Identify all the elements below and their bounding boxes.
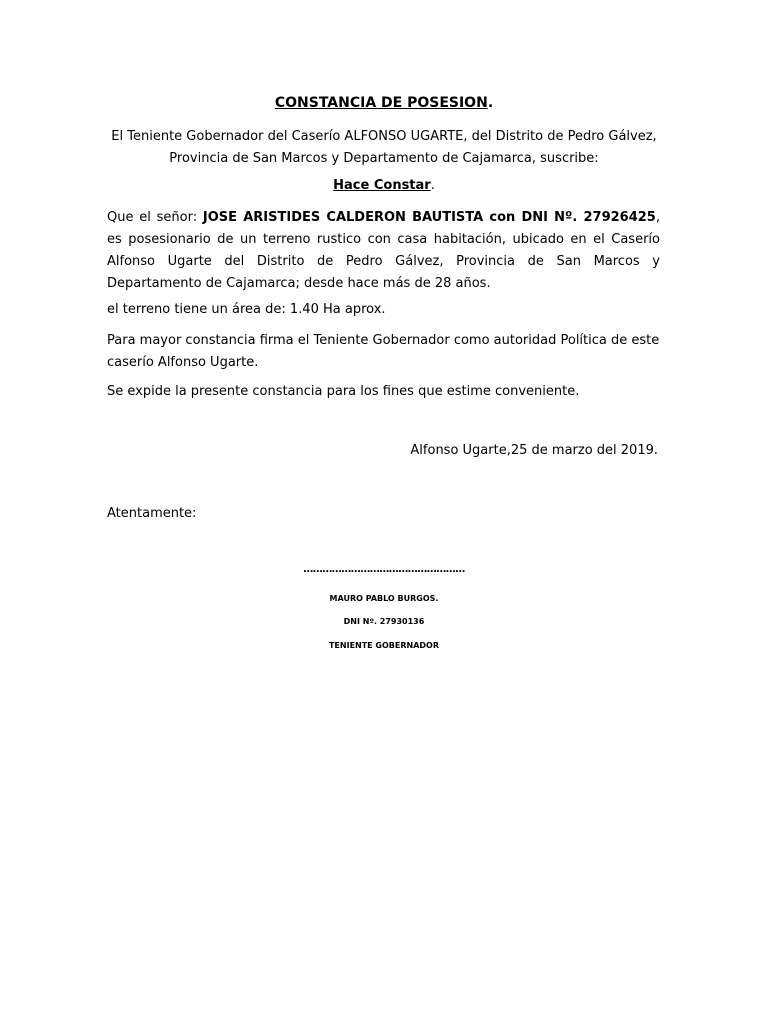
intro-line-1: El Teniente Gobernador del Caserío ALFONSO UGARTE, del Distrito de Pedro Gálvez, [111,129,657,144]
declaration-prefix: Que el señor: [107,210,203,225]
title-period: . [487,95,494,111]
subtitle-text: Hace Constar [333,178,431,193]
signatory-role: TENIENTE GOBERNADOR [328,641,440,650]
document-title [0,94,768,112]
document-subtitle [0,177,768,195]
declaration-suffix: , es posesionario de un terreno rustico con casa habitación, ubicado en el Caserío Alfonso Ugarte del Distrito de Pedro Gálvez, Provincia de San Marcos y Departamento de Cajamarca; desde hace más de 28 años. [107,210,660,291]
signatory-dni: DNI Nº. 27930136 [343,617,425,626]
signature-line: …………………………………………… [303,564,465,575]
paragraph-area: el terreno tiene un área de: 1.40 Ha aprox. [107,302,386,317]
declaration-person: JOSE ARISTIDES CALDERON BAUTISTA con DNI Nº. 27926425 [202,210,656,225]
intro-text [100,126,668,170]
paragraph-declaration [107,207,660,295]
intro-line-2: Provincia de San Marcos y Departamento de Cajamarca, suscribe: [169,151,599,166]
paragraph-issuance: Se expide la presente constancia para los fines que estime conveniente. [107,384,580,399]
title-text: CONSTANCIA DE POSESION [274,95,488,111]
paragraph-signature-note: Para mayor constancia firma el Teniente Gobernador como autoridad Política de este caserío Alfonso Ugarte. [107,333,660,370]
subtitle-period: . [430,178,435,193]
closing-text: Atentamente: [107,506,197,521]
date-line: Alfonso Ugarte,25 de marzo del 2019. [410,443,658,458]
signatory-name: MAURO PABLO BURGOS. [329,594,439,603]
